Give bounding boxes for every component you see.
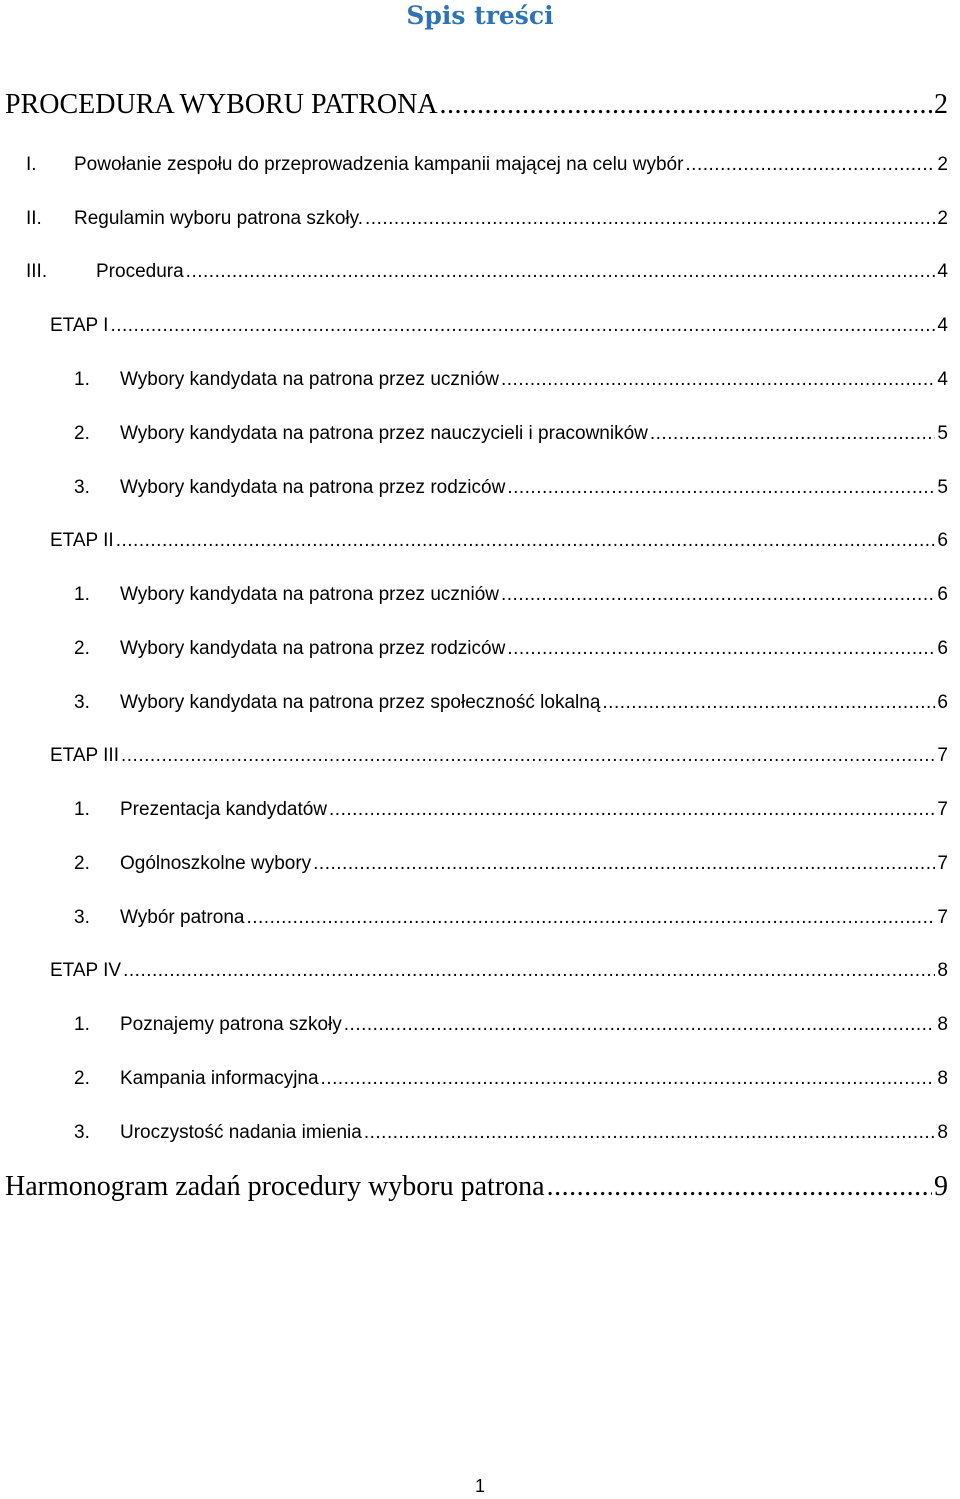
toc-entry-label: ETAP III — [50, 745, 119, 766]
toc-entry-label: Wybory kandydata na patrona przez uczniów — [120, 369, 499, 390]
dot-leader — [321, 1066, 936, 1092]
toc-entry-number: I. — [26, 154, 37, 175]
toc-entry-etap1-uczniow[interactable] — [74, 367, 948, 393]
toc-entry-poznajemy[interactable] — [74, 1012, 948, 1038]
dot-leader — [685, 152, 935, 178]
toc-entry-page: 7 — [937, 907, 948, 928]
toc-entry-page: 4 — [937, 261, 948, 282]
dot-leader — [329, 797, 935, 823]
toc-entry-number: 2. — [74, 423, 90, 444]
toc-entry-page: 4 — [937, 369, 948, 390]
toc-entry-number: 2. — [74, 853, 90, 874]
toc-entry-number: 1. — [74, 799, 90, 820]
toc-entry-page: 8 — [937, 1122, 948, 1143]
dot-leader — [365, 206, 935, 232]
toc-entry-page: 2 — [937, 208, 948, 229]
toc-entry-number: 2. — [74, 1068, 90, 1089]
toc-entry-regulamin[interactable] — [26, 206, 948, 232]
toc-entry-number: 1. — [74, 584, 90, 605]
toc-entry-etap2-spolecznosc[interactable] — [74, 690, 948, 716]
dot-leader — [547, 1170, 932, 1204]
dot-leader — [110, 313, 935, 339]
toc-entry-page: 8 — [937, 960, 948, 981]
toc-entry-label: Regulamin wyboru patrona szkoły. — [74, 208, 364, 229]
toc-entry-number: 3. — [74, 692, 90, 713]
dot-leader — [116, 528, 936, 554]
dot-leader — [123, 958, 935, 984]
toc-entry-etap2-rodzicow[interactable] — [74, 636, 948, 662]
toc-entry-page: 7 — [937, 745, 948, 766]
toc-entry-page: 8 — [937, 1068, 948, 1089]
dot-leader — [507, 475, 935, 501]
toc-entry-number: 2. — [74, 638, 90, 659]
dot-leader — [246, 905, 935, 931]
toc-entry-label: Powołanie zespołu do przeprowadzenia kampanii mającej na celu wybór — [74, 154, 684, 175]
toc-entry-etap-1[interactable] — [50, 313, 948, 339]
toc-entry-etap-4[interactable] — [50, 958, 948, 984]
toc-entry-page: 6 — [937, 692, 948, 713]
toc-entry-page: 6 — [937, 638, 948, 659]
toc-entry-procedura-iii[interactable] — [26, 259, 948, 285]
toc-entry-label: Ogólnoszkolne wybory — [120, 853, 312, 874]
dot-leader — [501, 582, 935, 608]
dot-leader — [501, 367, 935, 393]
toc-entry-page: 5 — [937, 423, 948, 444]
toc-entry-label: ETAP II — [50, 530, 114, 551]
toc-entry-kampania[interactable] — [74, 1066, 948, 1092]
toc-heading: Spis treści — [406, 1, 554, 30]
toc-entry-prezentacja[interactable] — [74, 797, 948, 823]
toc-entry-label: Procedura — [96, 261, 184, 282]
toc-entry-label: Wybory kandydata na patrona przez uczniów — [120, 584, 499, 605]
toc-entry-label: Uroczystość nadania imienia — [120, 1122, 362, 1143]
toc-entry-ogolnoszkolne[interactable] — [74, 851, 948, 877]
toc-entry-page: 7 — [937, 799, 948, 820]
toc-entry-label: ETAP I — [50, 315, 109, 336]
dot-leader — [344, 1012, 936, 1038]
toc-entry-page: 2 — [937, 154, 948, 175]
toc-entry-etap2-uczniow[interactable] — [74, 582, 948, 608]
toc-entry-label: Kampania informacyjna — [120, 1068, 319, 1089]
toc-entry-page: 7 — [937, 853, 948, 874]
toc-entry-label: Wybory kandydata na patrona przez nauczycieli i pracowników — [120, 423, 648, 444]
toc-entry-page: 4 — [937, 315, 948, 336]
toc-entry-label: Wybory kandydata na patrona przez społeczność lokalną — [120, 692, 601, 713]
toc-entry-label: Harmonogram zadań procedury wyboru patrona — [5, 1171, 545, 1202]
toc-entry-number: III. — [26, 261, 48, 282]
toc-entry-page: 5 — [937, 477, 948, 498]
toc-entry-label: Poznajemy patrona szkoły — [120, 1014, 342, 1035]
dot-leader — [186, 259, 936, 285]
toc-entry-number: 1. — [74, 1014, 90, 1035]
toc-entry-etap1-rodzicow[interactable] — [74, 475, 948, 501]
toc-entry-page: 8 — [937, 1014, 948, 1035]
toc-entry-label: Wybory kandydata na patrona przez rodziców — [120, 477, 506, 498]
dot-leader — [507, 636, 935, 662]
dot-leader — [650, 421, 936, 447]
toc-entry-number: II. — [26, 208, 42, 229]
toc-entry-uroczystosc[interactable] — [74, 1120, 948, 1146]
dot-leader — [313, 851, 935, 877]
toc-entry-etap-2[interactable] — [50, 528, 948, 554]
toc-entry-page: 9 — [934, 1171, 948, 1202]
toc-entry-procedura[interactable] — [5, 88, 948, 122]
toc-entry-number: 1. — [74, 369, 90, 390]
toc-entry-label: Wybór patrona — [120, 907, 245, 928]
toc-entry-harmonogram[interactable] — [5, 1170, 948, 1204]
toc-entry-etap-3[interactable] — [50, 743, 948, 769]
toc-entry-number: 3. — [74, 907, 90, 928]
toc-entry-label: PROCEDURA WYBORU PATRONA — [5, 89, 438, 120]
toc-entry-label: Wybory kandydata na patrona przez rodziców — [120, 638, 506, 659]
toc-entry-number: 3. — [74, 477, 90, 498]
dot-leader — [602, 690, 935, 716]
dot-leader — [440, 88, 932, 122]
toc-entry-powolanie[interactable] — [26, 152, 948, 178]
dot-leader — [121, 743, 935, 769]
toc-entry-page: 2 — [934, 89, 948, 120]
page-number: 1 — [474, 1476, 485, 1496]
toc-entry-page: 6 — [937, 584, 948, 605]
toc-entry-etap1-nauczycieli[interactable] — [74, 421, 948, 447]
toc-entry-label: Prezentacja kandydatów — [120, 799, 328, 820]
toc-entry-label: ETAP IV — [50, 960, 122, 981]
toc-entry-page: 6 — [937, 530, 948, 551]
toc-entry-wybor-patrona[interactable] — [74, 905, 948, 931]
toc-entry-number: 3. — [74, 1122, 90, 1143]
dot-leader — [364, 1120, 936, 1146]
